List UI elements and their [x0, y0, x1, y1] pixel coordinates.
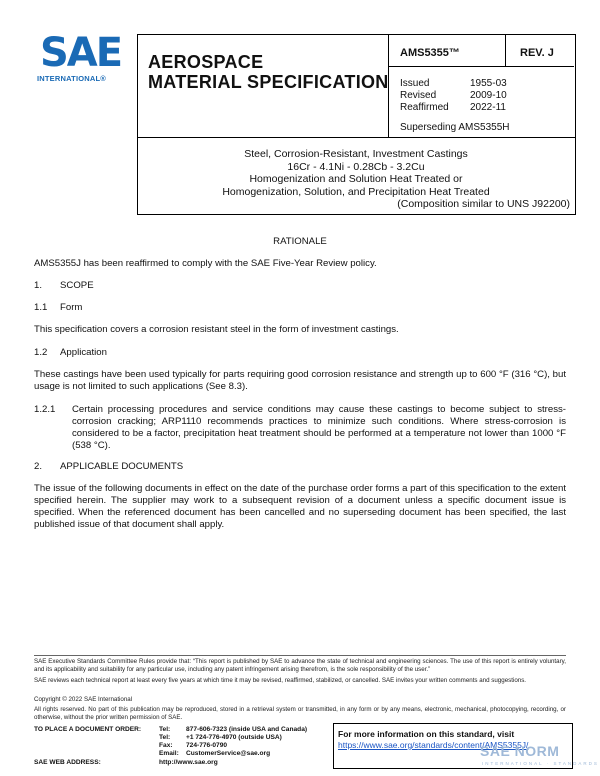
document-title: Steel, Corrosion-Resistant, Investment Castings 16Cr - 4.1Ni - 0.28Cb - 3.2Cu Homogenization and Solution Heat Treated or Homogenization, Solution, and Precipitation Heat Treated (Composition similar to UNS J92200) [222, 148, 570, 210]
dates-labels: Issued Revised Reaffirmed [400, 78, 449, 113]
footer-rights-text: All rights reserved. No part of this publication may be reproduced, stored in a retrieval system or transmitted, in any form or by any means, electronic, mechanical, photocopying, recording, or otherwise, without the prior written permission of SAE. [34, 706, 566, 721]
document-number: AMS5355™ [400, 47, 460, 59]
more-info-title: For more information on this standard, visit [338, 729, 515, 739]
contact-labels: Tel: Tel: Fax: Email: [159, 726, 179, 757]
web-link[interactable]: http://www.sae.org [159, 759, 218, 766]
watermark-subtitle: INTERNATIONAL · STANDARDS [482, 761, 599, 766]
header-divider-h1 [388, 66, 574, 67]
web-label: SAE WEB ADDRESS: [34, 759, 101, 766]
watermark-logo: SAE NORM [480, 743, 560, 759]
spec-category-title: AEROSPACE MATERIAL SPECIFICATION [148, 52, 389, 92]
section-2-text: The issue of the following documents in effect on the date of the purchase order forms a part of this specification to the extent specified herein. The supplier may work to a subsequent revision of a document unless a specific document issue is specified. When the referenced document has been cancelled and no superseding document has been specified, the last published issue of that document shall apply. [34, 483, 566, 530]
rationale-text: AMS5355J has been reaffirmed to comply with the SAE Five-Year Review policy. [34, 258, 377, 269]
section-1-heading: 1. SCOPE [34, 280, 94, 291]
section-1-2-text: These castings have been used typically for parts requiring good corrosion resistance and strength up to 600 °F (316 °C), but usage is not limited to such applications (See 8.3). [34, 369, 566, 392]
section-1-2-heading: 1.2 Application [34, 347, 107, 358]
footer-rules-text: SAE Executive Standards Committee Rules provide that: “This report is published by SAE to advance the state of technical and engineering sciences. The use of this report is entirely voluntary, and its applicability and suitability for any particular use, including any patent infringement arising therefrom, is the sole responsibility of the user.” [34, 658, 566, 673]
email-link[interactable]: CustomerService@sae.org [186, 750, 271, 757]
section-1-1-text: This specification covers a corrosion resistant steel in the form of investment castings. [34, 324, 399, 335]
section-1-2-1-number: 1.2.1 [34, 404, 56, 415]
header-divider-h2 [137, 137, 575, 138]
footer-review-text: SAE reviews each technical report at least every five years at which time it may be revised, reaffirmed, stabilized, or cancelled. SAE invites your written comments and suggestions. [34, 677, 527, 684]
section-1-2-1-text: Certain processing procedures and service conditions may cause these castings to become subject to stress-corrosion cracking; ARP1110 recommends practices to minimize such conditions. Where stress-corrosion is considered to be a factor, precipitation heat treatment should be performed at a temperature not lower than 1000 °F (538 °C). [72, 404, 566, 451]
standard-link[interactable]: https://www.sae.org/standards/content/AMS5355J/ [338, 740, 529, 750]
sae-logo: SAE [40, 30, 122, 76]
revision-label: REV. J [520, 47, 554, 59]
sae-logo-subtitle: INTERNATIONAL® [37, 74, 107, 83]
footer-copyright: Copyright © 2022 SAE International [34, 696, 133, 703]
header-divider-v2 [505, 34, 506, 66]
section-2-heading: 2. APPLICABLE DOCUMENTS [34, 461, 184, 472]
contact-values: 877-606-7323 (inside USA and Canada) +1 724-776-4970 (outside USA) 724-776-0790 CustomerService@sae.org [186, 726, 308, 757]
superseding-note: Superseding AMS5355H [400, 122, 510, 133]
order-label: TO PLACE A DOCUMENT ORDER: [34, 726, 142, 733]
dates-values: 1955-03 2009-10 2022-11 [470, 78, 507, 113]
footer-rule [34, 655, 566, 656]
section-1-1-heading: 1.1 Form [34, 302, 83, 313]
rationale-heading: RATIONALE [273, 236, 327, 247]
